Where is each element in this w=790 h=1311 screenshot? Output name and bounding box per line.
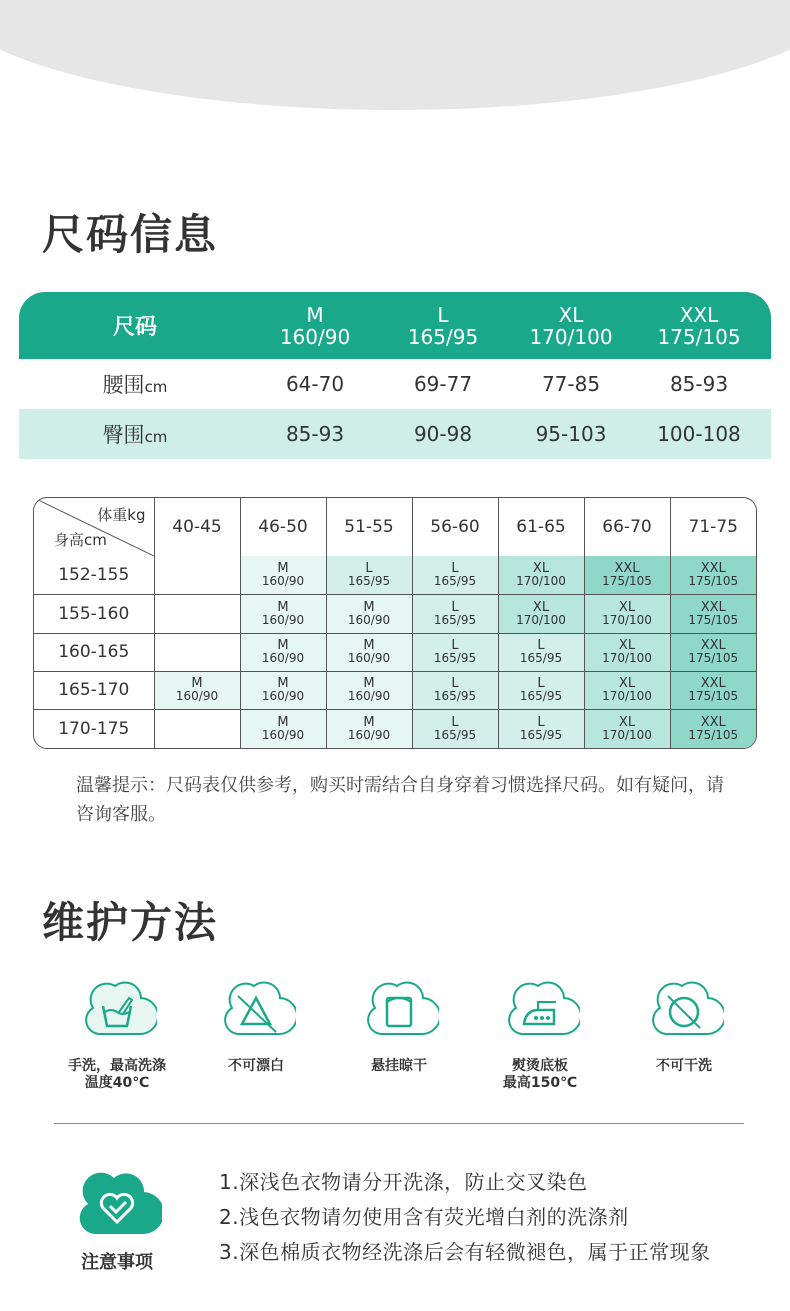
size-cell: [154, 710, 240, 748]
waist-l: 69-77: [413, 372, 473, 396]
size-header-label: 尺码: [112, 315, 157, 340]
size-header-l: L 165/95: [407, 302, 479, 349]
size-cell: [154, 671, 240, 709]
grid-row: [34, 556, 756, 594]
section-divider: [54, 1123, 744, 1124]
cell-size-spec: 165/95: [519, 689, 563, 704]
size-header-xxl: XXL 175/105: [657, 302, 741, 349]
grid-row: [34, 633, 756, 671]
care-item-hang-dry: [344, 972, 454, 1075]
cell-size-code: M: [363, 676, 375, 692]
cell-size-code: M: [277, 599, 289, 615]
care-item-iron: [485, 972, 595, 1092]
height-label: 160-165: [34, 633, 154, 671]
cell-size-code: XL: [618, 638, 636, 654]
hip-m: 85-93: [285, 422, 345, 446]
cell-size-code: M: [363, 715, 375, 731]
hip-xxl: 100-108: [657, 422, 741, 446]
grid-row: [34, 595, 756, 633]
size-cell: [670, 595, 756, 633]
cell-size-code: XXL: [700, 599, 726, 615]
hip-label: 臀围cm: [102, 423, 168, 447]
cell-size-spec: 160/90: [261, 651, 305, 666]
weight-header: 66-70: [584, 498, 670, 556]
weight-header: 71-75: [670, 498, 756, 556]
heart-icon: [72, 1170, 162, 1236]
size-cell: [240, 556, 326, 594]
cell-size-spec: 170/100: [602, 651, 652, 666]
weight-header: 61-65: [498, 498, 584, 556]
size-cell: [412, 556, 498, 594]
waist-label: 腰围cm: [102, 373, 168, 397]
waist-row: [19, 359, 771, 409]
cell-size-code: L: [365, 561, 373, 577]
size-cell: [498, 633, 584, 671]
weight-header: 56-60: [412, 498, 498, 556]
cell-size-spec: 165/95: [433, 574, 477, 589]
cell-size-code: L: [451, 599, 459, 615]
size-cell: [326, 556, 412, 594]
care-label: 不可漂白: [228, 1058, 284, 1074]
cell-size-spec: 175/105: [688, 651, 739, 666]
cell-size-code: M: [277, 638, 289, 654]
size-cell: [240, 710, 326, 748]
cell-size-code: M: [277, 715, 289, 731]
cell-size-spec: 175/105: [688, 574, 739, 589]
size-cell: [154, 595, 240, 633]
care-label: 悬挂晾干: [371, 1058, 427, 1074]
hand-wash-icon: [77, 972, 157, 1052]
size-header-row: [19, 292, 771, 359]
cell-size-code: M: [277, 561, 289, 577]
size-cell: [584, 556, 670, 594]
size-cell: [670, 710, 756, 748]
care-section-title: 维护方法: [42, 898, 219, 947]
note-item: 3.深色棉质衣物经洗涤后会有轻微褪色，属于正常现象: [219, 1240, 711, 1264]
top-arc-decoration: [0, 0, 790, 110]
grid-header-row: [34, 498, 756, 556]
cell-size-code: L: [451, 561, 459, 577]
size-cell: [584, 633, 670, 671]
cell-size-code: XXL: [700, 638, 726, 654]
no-bleach-icon: [216, 972, 296, 1052]
care-label: 手洗，最高洗涤 温度40℃: [68, 1058, 166, 1091]
care-label: 熨烫底板 最高150℃: [502, 1058, 578, 1091]
size-cell: [412, 633, 498, 671]
cell-size-code: M: [363, 599, 375, 615]
care-item-hand-wash: [62, 972, 172, 1092]
cell-size-code: M: [277, 676, 289, 692]
cell-size-code: L: [451, 638, 459, 654]
size-cell: [584, 671, 670, 709]
cell-size-code: XL: [618, 715, 636, 731]
weight-header: 46-50: [240, 498, 326, 556]
cell-size-spec: 175/105: [602, 574, 652, 589]
cell-size-code: XXL: [614, 561, 640, 577]
size-cell: [240, 633, 326, 671]
cell-size-spec: 160/90: [347, 612, 391, 627]
cell-size-spec: 160/90: [261, 574, 305, 589]
care-item-no-dry-clean: [629, 972, 739, 1075]
cell-size-code: L: [537, 715, 545, 731]
cell-size-spec: 160/90: [347, 728, 391, 743]
weight-header: 51-55: [326, 498, 412, 556]
cell-size-code: L: [537, 638, 545, 654]
cell-size-spec: 165/95: [519, 728, 563, 743]
cell-size-code: L: [451, 676, 459, 692]
size-cell: [240, 671, 326, 709]
cell-size-spec: 160/90: [261, 689, 305, 704]
cell-size-code: XL: [532, 599, 550, 615]
notice-block: [72, 1170, 162, 1274]
grid-row: [34, 710, 756, 748]
size-cell: [584, 710, 670, 748]
cell-size-code: M: [363, 638, 375, 654]
height-label: 170-175: [34, 710, 154, 748]
care-item-no-bleach: [201, 972, 311, 1075]
cell-size-code: M: [191, 676, 203, 692]
size-cell: [412, 710, 498, 748]
cell-size-code: XL: [532, 561, 550, 577]
size-cell: [240, 595, 326, 633]
cell-size-spec: 160/90: [261, 728, 305, 743]
cell-size-spec: 160/90: [175, 689, 219, 704]
cell-size-spec: 160/90: [347, 651, 391, 666]
notice-label: 注意事项: [81, 1252, 153, 1273]
size-section-title: 尺码信息: [42, 210, 219, 259]
cell-size-spec: 165/95: [433, 728, 477, 743]
size-cell: [412, 671, 498, 709]
cell-size-spec: 160/90: [347, 689, 391, 704]
cell-size-spec: 175/105: [688, 728, 739, 743]
cell-size-spec: 170/100: [602, 689, 652, 704]
corner-height-label: 身高cm: [54, 531, 107, 550]
cell-size-spec: 165/95: [433, 689, 477, 704]
hang-dry-icon: [359, 972, 439, 1052]
size-cell: [326, 671, 412, 709]
waist-xl: 77-85: [541, 372, 601, 396]
cell-size-spec: 175/105: [688, 612, 739, 627]
notes-list: [219, 1167, 711, 1272]
size-cell: [670, 556, 756, 594]
hip-l: 90-98: [413, 422, 473, 446]
care-label: 不可干洗: [656, 1058, 712, 1074]
hip-row: [19, 409, 771, 459]
cell-size-code: XL: [618, 676, 636, 692]
size-cell: [412, 595, 498, 633]
size-cell: [326, 595, 412, 633]
corner-weight-label: 体重kg: [97, 506, 146, 524]
size-recommendation-grid: [33, 497, 757, 749]
grid-corner: [34, 498, 154, 556]
size-cell: [670, 633, 756, 671]
note-item: 2.浅色衣物请勿使用含有荧光增白剂的洗涤剂: [219, 1205, 629, 1229]
note-item: 1.深浅色衣物请分开洗涤，防止交叉染色: [219, 1170, 588, 1194]
cell-size-spec: 175/105: [688, 689, 739, 704]
cell-size-code: XL: [618, 599, 636, 615]
cell-size-spec: 165/95: [519, 651, 563, 666]
size-cell: [498, 710, 584, 748]
cell-size-code: L: [537, 676, 545, 692]
waist-xxl: 85-93: [669, 372, 729, 396]
cell-size-code: L: [451, 715, 459, 731]
iron-icon: [500, 972, 580, 1052]
height-label: 165-170: [34, 671, 154, 709]
size-cell: [326, 710, 412, 748]
cell-size-spec: 160/90: [261, 612, 305, 627]
size-cell: [498, 595, 584, 633]
size-header-m: M 160/90: [279, 302, 351, 349]
weight-header: 40-45: [154, 498, 240, 556]
size-cell: [154, 633, 240, 671]
cell-size-spec: 170/100: [602, 612, 652, 627]
size-summary-table: [19, 292, 771, 459]
size-cell: [670, 671, 756, 709]
hip-xl: 95-103: [535, 422, 607, 446]
cell-size-spec: 170/100: [516, 612, 566, 627]
size-header-xl: XL 170/100: [529, 302, 613, 349]
cell-size-code: XXL: [700, 715, 726, 731]
height-label: 152-155: [34, 556, 154, 594]
cell-size-code: XXL: [700, 676, 726, 692]
cell-size-spec: 170/100: [602, 728, 652, 743]
size-cell: [154, 556, 240, 594]
cell-size-spec: 170/100: [516, 574, 566, 589]
size-cell: [326, 633, 412, 671]
no-dry-clean-icon: [644, 972, 724, 1052]
size-tip: 温馨提示：尺码表仅供参考，购买时需结合自身穿着习惯选择尺码。如有疑问，请咨询客服。: [76, 775, 724, 825]
height-label: 155-160: [34, 595, 154, 633]
size-cell: [584, 595, 670, 633]
cell-size-spec: 165/95: [347, 574, 391, 589]
cell-size-spec: 165/95: [433, 651, 477, 666]
size-cell: [498, 671, 584, 709]
cell-size-code: XXL: [700, 561, 726, 577]
cell-size-spec: 165/95: [433, 612, 477, 627]
size-cell: [498, 556, 584, 594]
waist-m: 64-70: [285, 372, 345, 396]
grid-row: [34, 671, 756, 709]
